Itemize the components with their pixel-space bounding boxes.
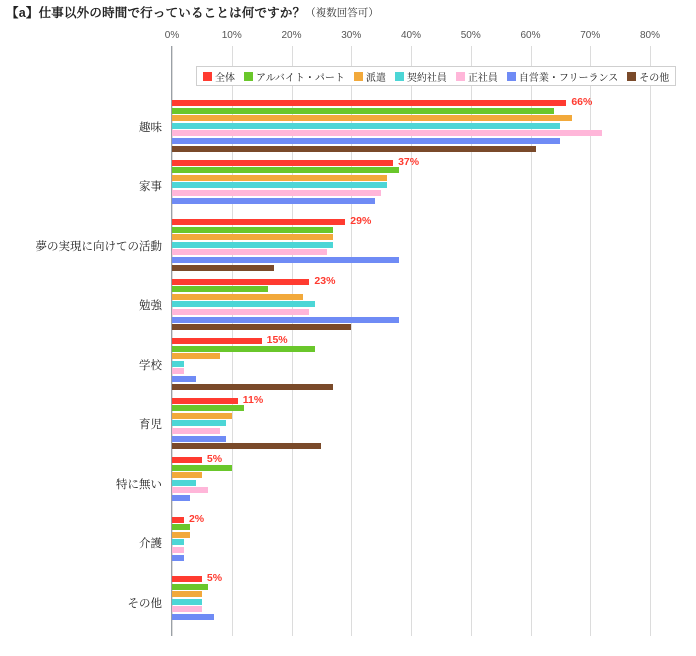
bar xyxy=(172,317,399,323)
bar xyxy=(172,249,327,255)
category-label: 育児 xyxy=(139,419,162,432)
bar-value-label: 66% xyxy=(571,96,593,108)
bar xyxy=(172,227,333,233)
legend-label: 正社員 xyxy=(467,72,498,84)
legend-item[interactable] xyxy=(627,69,669,84)
bar xyxy=(172,353,220,359)
bar xyxy=(172,547,184,553)
bar xyxy=(172,398,238,404)
category-group xyxy=(139,155,650,213)
x-axis-tick-label: 80% xyxy=(639,30,661,41)
legend-label: 契約社員 xyxy=(406,72,447,84)
category-label: 趣味 xyxy=(139,121,162,134)
bar xyxy=(172,599,202,605)
bar xyxy=(172,443,321,449)
legend-swatch-icon xyxy=(395,72,404,81)
legend-swatch-icon xyxy=(507,72,516,81)
bar xyxy=(172,115,572,121)
bar xyxy=(172,146,536,152)
legend-label: 派遣 xyxy=(365,72,386,84)
category-group xyxy=(116,453,650,510)
legend-label: 全体 xyxy=(215,72,235,84)
category-group xyxy=(139,96,650,153)
title-note: （複数回答可） xyxy=(305,6,379,19)
bar xyxy=(172,100,566,106)
legend-swatch-icon xyxy=(456,72,465,81)
bar xyxy=(172,405,244,411)
category-label: 夢の実現に向けての活動 xyxy=(35,240,162,253)
bar xyxy=(172,413,232,419)
chart-legend xyxy=(196,66,676,86)
x-axis-tick-label: 50% xyxy=(460,30,481,41)
bar-value-label: 5% xyxy=(206,572,223,584)
legend-label: その他 xyxy=(639,72,670,84)
bar-value-label: 15% xyxy=(266,334,288,346)
bar-value-label: 5% xyxy=(206,453,223,465)
bar xyxy=(172,420,226,426)
bar xyxy=(172,368,184,374)
category-group xyxy=(139,274,650,332)
bar-value-label: 37% xyxy=(398,155,420,168)
legend-swatch-icon xyxy=(627,72,636,81)
bar xyxy=(172,324,351,330)
x-axis-ticks xyxy=(164,30,661,44)
category-group xyxy=(127,572,650,629)
x-axis-tick-label: 30% xyxy=(341,30,362,41)
bar xyxy=(172,160,393,166)
bar xyxy=(172,286,268,292)
category-label: 介護 xyxy=(139,538,162,551)
bar xyxy=(172,532,190,538)
bar xyxy=(172,539,184,545)
legend-label: アルバイト・パート xyxy=(256,72,345,84)
bar xyxy=(172,123,560,129)
bar xyxy=(172,338,262,344)
bar xyxy=(172,108,554,114)
category-label: 家事 xyxy=(139,181,162,194)
bar-value-label: 2% xyxy=(188,512,205,525)
category-label: 勉強 xyxy=(139,300,162,313)
bar xyxy=(172,472,202,478)
category-label: 特に無い xyxy=(116,478,162,491)
plot-area xyxy=(35,46,650,636)
bar xyxy=(172,257,399,263)
bar xyxy=(172,361,184,367)
bar xyxy=(172,130,602,136)
category-group xyxy=(139,512,650,570)
legend-item[interactable] xyxy=(203,69,235,84)
x-axis-tick-label: 60% xyxy=(520,30,541,41)
legend-swatch-icon xyxy=(203,72,212,81)
bar-value-label: 23% xyxy=(314,274,336,287)
bar xyxy=(172,301,315,307)
page-title xyxy=(0,0,696,24)
bar xyxy=(172,480,196,486)
bar xyxy=(172,576,202,582)
category-group xyxy=(35,215,650,272)
bar xyxy=(172,167,399,173)
bar xyxy=(172,591,202,597)
bar xyxy=(172,294,303,300)
title-tag: 【a】 xyxy=(6,6,39,20)
bar xyxy=(172,279,309,285)
bar xyxy=(172,384,333,390)
x-axis-tick-label: 70% xyxy=(580,30,601,41)
bar xyxy=(172,487,208,493)
x-axis-tick-label: 0% xyxy=(164,30,180,41)
bar-value-label: 11% xyxy=(242,393,264,406)
title-main: 仕事以外の時間で行っていることは何ですか？ xyxy=(38,6,306,20)
bar xyxy=(172,175,387,181)
x-axis-tick-label: 20% xyxy=(281,30,302,41)
bar xyxy=(172,436,226,442)
bar xyxy=(172,242,333,248)
bar xyxy=(172,606,202,612)
grid-line xyxy=(650,46,651,636)
category-label: その他 xyxy=(127,597,162,610)
legend-swatch-icon xyxy=(354,72,363,81)
bar xyxy=(172,182,387,188)
bar xyxy=(172,309,309,315)
bar xyxy=(172,517,184,523)
bar xyxy=(172,198,375,204)
bar xyxy=(172,346,315,352)
bar xyxy=(172,584,208,590)
legend-item[interactable] xyxy=(244,69,345,84)
bar xyxy=(172,495,190,501)
bar xyxy=(172,376,196,382)
legend-item[interactable] xyxy=(395,69,447,84)
legend-item[interactable] xyxy=(354,69,386,84)
x-axis-tick-label: 10% xyxy=(221,30,242,41)
category-group xyxy=(139,393,650,451)
bar xyxy=(172,457,202,463)
bar xyxy=(172,138,560,144)
bar xyxy=(172,524,190,530)
bar xyxy=(172,190,381,196)
legend-swatch-icon xyxy=(244,72,253,81)
bar xyxy=(172,555,184,561)
bar xyxy=(172,465,232,471)
bar xyxy=(172,234,333,240)
bar-value-label: 29% xyxy=(350,215,372,227)
bar xyxy=(172,614,214,620)
legend-item[interactable] xyxy=(456,69,498,84)
bar xyxy=(172,428,220,434)
bar xyxy=(172,265,274,271)
category-label: 学校 xyxy=(139,359,162,372)
legend-label: 自営業・フリーランス xyxy=(518,72,619,84)
legend-item[interactable] xyxy=(507,69,618,84)
x-axis-tick-label: 40% xyxy=(400,30,422,41)
category-group xyxy=(139,334,650,391)
bar xyxy=(172,219,345,225)
